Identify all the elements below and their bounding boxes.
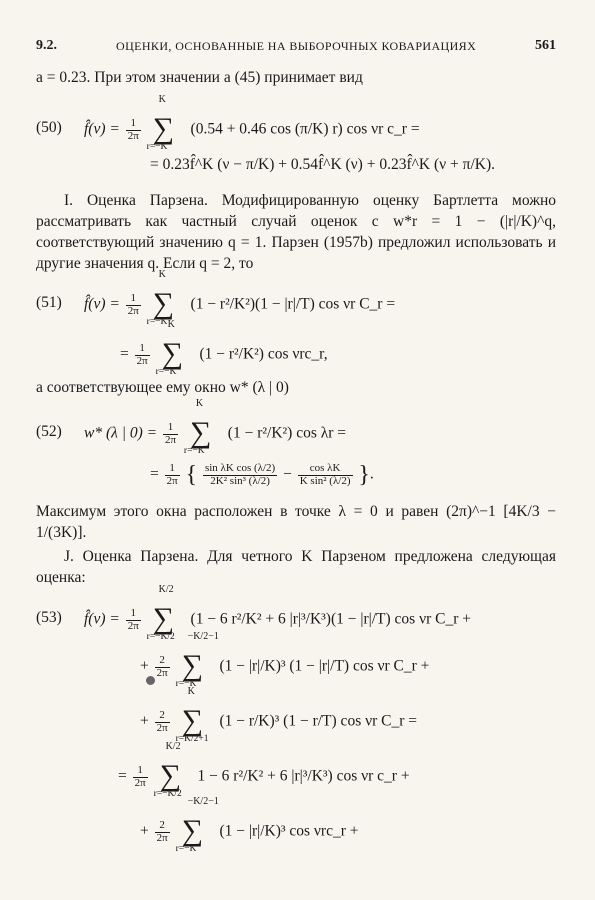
paragraph-window: а соответствующее ему окно w* (λ | 0) <box>36 379 289 396</box>
summation: ∑ −K/2−1 r=−K <box>175 796 219 855</box>
fraction: $\frac{1}{2\pi}$ <box>127 292 139 317</box>
equation-53-line5: + $\frac{2}{2\pi}$ ∑ −K/2−1 r=−K (1 − |r|/K)³ cos νrc_r + <box>140 796 359 855</box>
summand: (1 − r²/K²) cos λr = <box>227 424 347 442</box>
equation-53-line4: = $\frac{1}{2\pi}$ ∑ K/2 r=−K/2 1 − 6 r²/K² + 6 |r|³/K³) cos νr c_r + <box>118 741 410 800</box>
summand: (1 − r/K)³ (1 − r/T) cos νr C_r = <box>219 712 418 730</box>
fraction: $\frac{1}{2\pi}$ <box>127 117 139 142</box>
summation: ∑ K/2 r=−K/2 <box>153 741 182 800</box>
fraction-cosine: $\frac{\text{cos λK}}{\text{K sin² (λ/2)}}$ <box>299 461 351 487</box>
lhs: f̂(ν) = <box>84 120 120 138</box>
summand: (0.54 + 0.46 cos (π/K) r) cos νr c_r = <box>190 120 420 138</box>
fraction: $\frac{1}{2\pi}$ <box>164 421 177 446</box>
summation: ∑ K/2 r=−K/2 <box>146 584 175 643</box>
fraction: $\frac{1}{2\pi}$ <box>127 607 139 632</box>
equation-number: (50) <box>36 119 62 136</box>
paragraph-intro: a = 0.23. При этом значении a (45) принимает вид <box>36 69 363 86</box>
summation: ∑ −K/2−1 r=−K <box>175 631 219 690</box>
summand: (1 − r²/K²)(1 − |r|/T) cos νr C_r = <box>190 295 396 313</box>
equation-53-line2: + $\frac{2}{2\pi}$ ∑ −K/2−1 r=−K (1 − |r|/K)³ (1 − |r|/T) cos νr C_r + <box>140 631 430 690</box>
summand: 1 − 6 r²/K² + 6 |r|³/K³) cos νr c_r + <box>197 767 410 785</box>
paragraph-parzen-i: I. Оценка Парзена. Модифицированную оценку Бартлетта можно рассматривать как частный случай оценок с w*r = 1 − (|r|/K)^q, соответствующий значению q = 1. Парзен (1957b) предложил использовать и другие значения q. Если q = 2, то <box>36 192 556 272</box>
fraction: $\frac{1}{2\pi}$ <box>134 764 146 789</box>
equation-number: (51) <box>36 294 62 311</box>
summation: ∑ K r=−K <box>146 269 175 328</box>
page-number: 561 <box>535 38 556 53</box>
fraction: $\frac{1}{2\pi}$ <box>136 342 148 367</box>
lhs: f̂(ν) = <box>84 610 120 628</box>
ink-blot <box>146 676 155 685</box>
equation-51-line1 <box>36 269 560 328</box>
summation: ∑ K r=−K <box>146 94 175 153</box>
running-header <box>36 37 556 55</box>
equation-50-line1 <box>36 94 560 153</box>
summation: ∑ K r=K/2+1 <box>175 686 209 745</box>
equation-53-line1 <box>36 584 560 643</box>
summation: ∑ K r=−K <box>155 319 183 378</box>
summand: (1 − 6 r²/K² + 6 |r|³/K³)(1 − |r|/T) cos νr C_r + <box>190 610 471 628</box>
equation-52-line1 <box>36 398 560 457</box>
equation-51-line2: = $\frac{1}{2\pi}$ ∑ K r=−K (1 − r²/K²) cos νrc_r, <box>120 319 328 378</box>
fraction-sine: $\frac{\text{sin λK cos (λ/2)}}{\text{2K² sin³ (λ/2)}}$ <box>204 461 276 487</box>
fraction: $\frac{2}{2\pi}$ <box>156 819 168 844</box>
fraction: $\frac{2}{2\pi}$ <box>156 654 168 679</box>
lhs: w* (λ | 0) = <box>84 424 158 442</box>
paragraph-maximum: Максимум этого окна расположен в точке λ = 0 и равен (2π)^−1 [4K/3 − 1/(3K)]. <box>36 503 556 541</box>
lhs: f̂(ν) = <box>84 295 120 313</box>
paragraph-parzen-j: J. Оценка Парзена. Для четного K Парзеном предложена следующая оценка: <box>36 548 556 586</box>
equation-number: (53) <box>36 609 62 626</box>
fraction: $\frac{1}{2\pi}$ <box>166 461 178 487</box>
fraction: $\frac{2}{2\pi}$ <box>156 709 168 734</box>
equation-50-line2: = 0.23f̂^K (ν − π/K) + 0.54f̂^K (ν) + 0.23f̂^K (ν + π/K). <box>150 156 495 173</box>
summand: (1 − |r|/K)³ cos νrc_r + <box>219 822 359 840</box>
summation: ∑ K r=−K <box>183 398 212 457</box>
equation-52-line2: = $\frac{1}{2\pi}$ { $\frac{\text{sin λK cos (λ/2)}}{\text{2K² sin³ (λ/2)}}$ − $\frac{\text{cos λK}}{\text{K sin² (λ/2)}}$ }. <box>150 461 374 488</box>
section-number: 9.2. <box>36 38 57 53</box>
equation-number: (52) <box>36 423 62 440</box>
chapter-title: ОЦЕНКИ, ОСНОВАННЫЕ НА ВЫБОРОЧНЫХ КОВАРИАЦИЯХ <box>116 39 477 53</box>
equation-53-line3: + $\frac{2}{2\pi}$ ∑ K r=K/2+1 (1 − r/K)³ (1 − r/T) cos νr C_r = <box>140 686 418 745</box>
summand: (1 − |r|/K)³ (1 − |r|/T) cos νr C_r + <box>219 657 430 675</box>
summand: (1 − r²/K²) cos νrc_r, <box>199 345 328 363</box>
